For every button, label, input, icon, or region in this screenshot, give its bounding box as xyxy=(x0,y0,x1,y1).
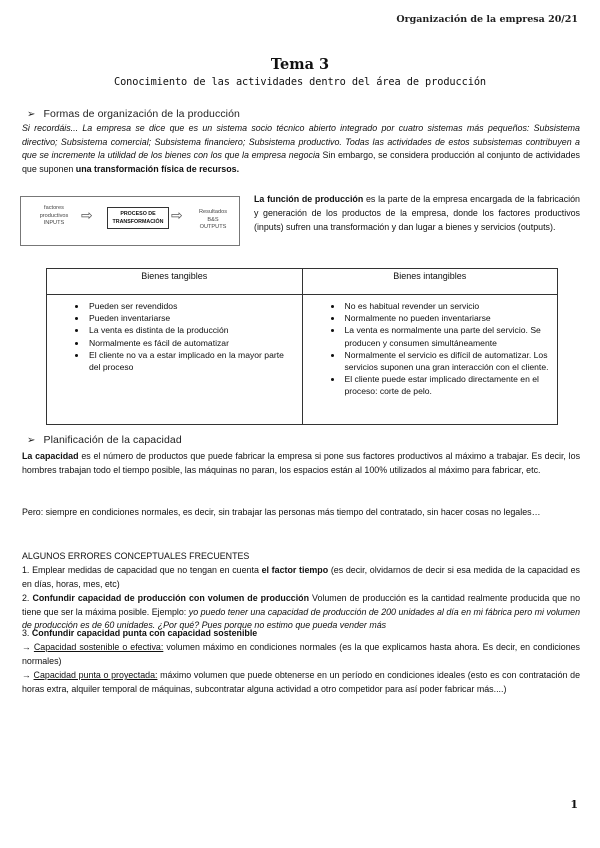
error-2-italic: yo puedo tener una capacidad de producción de 200 unidades al día en mi fábrica pero mi volumen de producción es de 60 unidades. ¿Por qué? Pues porque no estimo que pueda vender más xyxy=(22,606,581,631)
diagram-inputs xyxy=(29,205,79,228)
table-header-intangibles: Bienes intangibles xyxy=(302,269,558,295)
tangibles-cell xyxy=(47,295,303,425)
tangibles-list xyxy=(55,300,296,373)
capacity-text: es el número de productos que puede fabricar la empresa si pone sus factores productivos al máximo a trabajar. Es decir, los hombres trabajan todo el tiempo posible, las máquinas no paran, los espacios están al 100% utilizados al máximo para fabricar, etc. xyxy=(22,451,581,475)
intro-text-a: Si recordáis... La empresa se dice que es un sistema socio técnico abierto integrado por cuatro sistemas más pequeños: Subsistema directivo; Subsistema comercial; Subsistema financiero; Subsistema productivo. Todas las actividades de estos subsistemas contribuyen a que se incremente la utilidad de los bienes con los que la empresa negocia xyxy=(22,123,580,161)
error-1-bold: el factor tiempo xyxy=(261,565,329,575)
error-1-text-a: 1. Emplear medidas de capacidad que no tengan en cuenta xyxy=(22,565,262,575)
page-subtitle: Conocimiento de las actividades dentro del área de producción xyxy=(113,76,487,88)
arrow-right-icon: ⇨ xyxy=(171,207,183,223)
error-2-bold: Confundir capacidad de producción con volumen de producción xyxy=(32,593,310,603)
capacidad-punta-text: máximo volumen que puede obtenerse en un período en condiciones ideales (esto es con contratación de horas extra, alquiler temporal de máquinas, subcontratar alguna actividad a otro competidor para así poder fabricar más....) xyxy=(22,670,581,694)
diagram-process-line1: PROCESO DE xyxy=(120,211,156,217)
diagram-outputs xyxy=(189,209,237,232)
list-item: • Normalmente el servicio es difícil de automatizar. Los servicios suponen una gran interacción con el cliente. xyxy=(343,349,552,373)
intro-paragraph xyxy=(22,122,580,177)
errors-title: ALGUNOS ERRORES CONCEPTUALES FRECUENTES xyxy=(22,551,250,561)
capacidad-sostenible-text: volumen máximo en condiciones normales (es la que explicamos hasta ahora. Es decir, en condiciones normales) xyxy=(22,642,580,666)
diagram-process-box xyxy=(107,207,169,229)
list-item: • Pueden inventariarse xyxy=(87,312,296,324)
table-header-tangibles: Bienes tangibles xyxy=(47,269,303,295)
list-item: • El cliente no va a estar implicado en la mayor parte del proceso xyxy=(87,349,296,373)
list-item: • La venta es normalmente una parte del servicio. Se producen y consumen simultáneamente xyxy=(343,324,552,348)
arrow-right-icon: ⇨ xyxy=(81,207,93,223)
list-item: • Normalmente es fácil de automatizar xyxy=(87,337,296,349)
list-item: • El cliente puede estar implicado directamente en el proceso: corte de pelo. xyxy=(343,373,552,397)
production-function-text: es la parte de la empresa encargada de la fabricación y generación de los productos de la empresa, donde los factores productivos (inputs) sufren una transformación y dan lugar a bienes y servicios (outputs). xyxy=(254,194,580,232)
list-item: • La venta es distinta de la producción xyxy=(87,324,296,336)
diagram-inputs-line1: factores xyxy=(44,205,64,211)
error-2-number: 2. xyxy=(22,593,33,603)
intangibles-cell xyxy=(302,295,558,425)
error-3-number: 3. xyxy=(22,628,32,638)
error-2-text: Volumen de producción es la cantidad realmente producida que no tiene que ser la máxima posible. Ejemplo: xyxy=(22,593,581,617)
error-1-text-b: (es decir, olvidarnos de decir si esa medida de la capacidad es en días, horas, mes, etc) xyxy=(22,565,580,589)
diagram-inputs-line2: productivos xyxy=(39,212,69,219)
goods-comparison-table xyxy=(46,268,558,425)
intro-text-bold: una transformación física de recursos. xyxy=(75,164,240,175)
capacity-paragraph xyxy=(22,450,580,477)
arrow-icon: → xyxy=(22,642,34,652)
list-item: • Pueden ser revendidos xyxy=(87,300,296,312)
production-function-bold: La función de producción xyxy=(254,194,364,204)
diagram-outputs-line1: Resultados xyxy=(199,209,227,215)
section-heading-capacidad xyxy=(27,434,182,446)
error-3-bold: Confundir capacidad punta con capacidad sostenible xyxy=(31,628,258,638)
capacidad-punta-term: Capacidad punta o proyectada: xyxy=(33,670,158,680)
diagram-inputs-line3: INPUTS xyxy=(43,220,65,226)
pero-paragraph: Pero: siempre en condiciones normales, es decir, sin trabajar las personas más tiempo del contratado, sin hacer cosas no legales… xyxy=(22,507,541,517)
intangibles-list xyxy=(311,300,552,398)
capacidad-sostenible-term: Capacidad sostenible o efectiva: xyxy=(33,642,164,652)
diagram-outputs-line2: B&S xyxy=(207,216,219,223)
intro-text-b: Sin embargo, se considera producción al conjunto de actividades que suponen xyxy=(22,150,580,175)
list-item: • Normalmente no pueden inventariarse xyxy=(343,312,552,324)
capacity-bold: La capacidad xyxy=(22,451,79,461)
error-3 xyxy=(22,627,580,641)
bullet-arrow-icon: ➢ xyxy=(27,435,36,446)
page-number: 1 xyxy=(570,798,578,811)
document-header: Organización de la empresa 20/21 xyxy=(396,14,578,25)
page-title: Tema 3 xyxy=(270,56,330,73)
arrow-icon: → xyxy=(22,670,34,680)
list-item: • No es habitual revender un servicio xyxy=(343,300,552,312)
diagram-outputs-line3: OUTPUTS xyxy=(199,224,227,230)
error-1 xyxy=(22,564,580,591)
capacidad-sostenible xyxy=(22,641,580,668)
diagram-process-line2: TRANSFORMACIÓN xyxy=(112,218,164,225)
capacidad-punta xyxy=(22,669,580,696)
production-function-paragraph xyxy=(254,192,580,234)
section-heading-organizacion xyxy=(27,108,240,120)
bullet-arrow-icon: ➢ xyxy=(27,109,36,120)
section-heading-text: Formas de organización de la producción xyxy=(43,108,240,120)
section-heading-text: Planificación de la capacidad xyxy=(43,434,182,446)
production-process-diagram xyxy=(20,196,240,246)
